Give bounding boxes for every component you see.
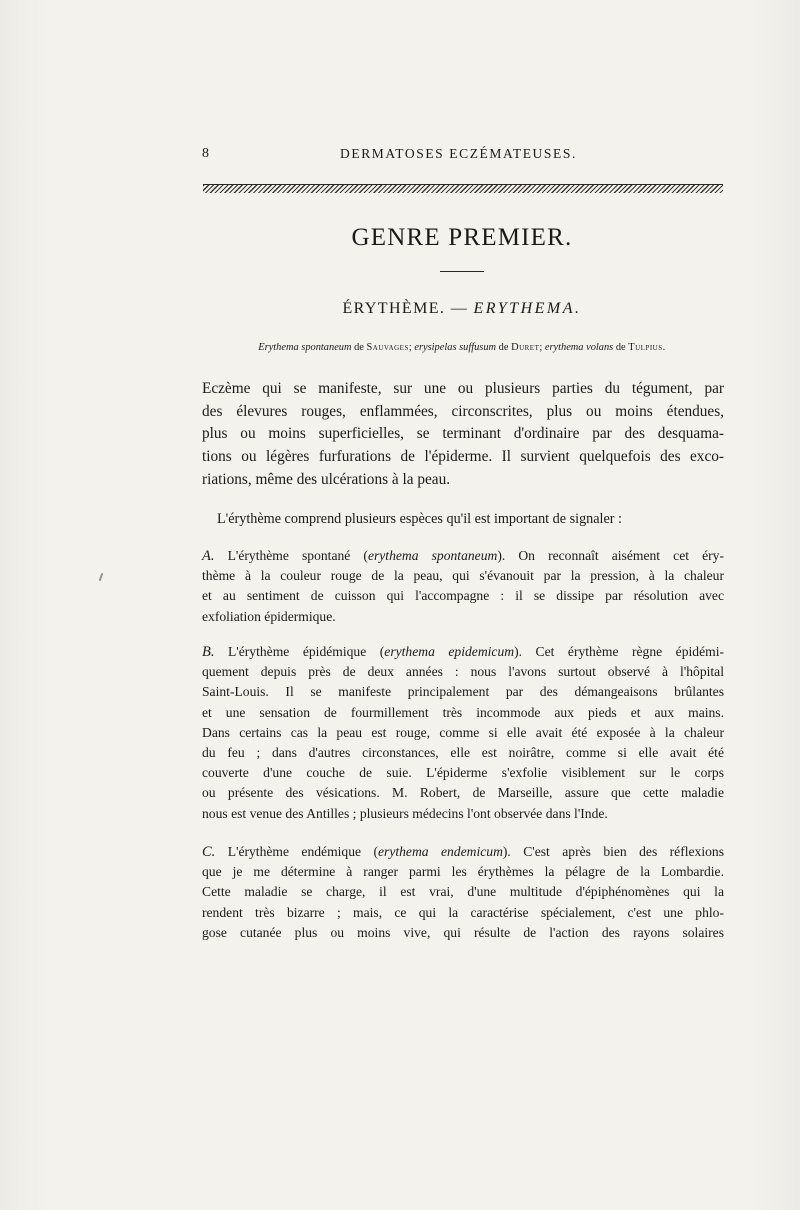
- page-number: 8: [202, 146, 210, 161]
- definition-paragraph: [202, 378, 724, 492]
- synonym-term: Erythema spontaneum: [258, 342, 352, 353]
- title-dash: —: [445, 300, 474, 317]
- page-header: [200, 146, 724, 166]
- text-line: [202, 642, 724, 662]
- species-letter: C.: [202, 844, 216, 860]
- synonym-de: de: [613, 342, 629, 353]
- text-line: couverte d'une couche de suie. L'épiderme s'exfolie visiblement sur le corps: [202, 765, 724, 781]
- text-line: exfoliation épidermique.: [202, 608, 336, 624]
- synonym-term: erysipelas suffusum: [414, 342, 497, 353]
- species-letter: A.: [202, 548, 215, 564]
- text-line: et une sensation de fourmillement très incommode aux pieds et aux mains.: [202, 704, 724, 720]
- intro-paragraph: [202, 509, 724, 529]
- text-line: ou présente des vésications. M. Robert, de Marseille, assure que cette maladie: [202, 785, 724, 801]
- synonym-term: erythema volans: [544, 342, 614, 353]
- text-line: du feu ; dans d'autres circonstances, elle est noirâtre, comme si elle avait été: [202, 745, 724, 761]
- text-fragment: ). On reconnaît aisément cet éry-: [497, 548, 724, 563]
- text-fragment: ). Cet érythème règne épidémi-: [514, 644, 725, 659]
- text-line: Eczème qui se manifeste, sur une ou plusieurs parties du tégument, par: [202, 380, 724, 397]
- text-line: [202, 842, 724, 862]
- text-line: que je me détermine à ranger parmi les érythèmes la pélagre de la Lombardie.: [202, 864, 724, 880]
- decorative-rule: [203, 184, 723, 193]
- text-line: tions ou légères furfurations de l'épiderme. Il survient quelquefois des exco-: [202, 448, 724, 466]
- text-fragment: L'érythème spontané (: [214, 548, 368, 563]
- species-c-paragraph: [202, 842, 724, 943]
- text-fragment: L'érythème épidémique (: [214, 644, 385, 659]
- section-title: [200, 300, 724, 318]
- text-line: Dans certains cas la peau est rouge, comme si elle avait été exposée à la chaleur: [202, 724, 724, 740]
- text-line: Cette maladie se charge, il est vrai, d'une multitude d'épiphénomènes qui la: [202, 884, 724, 900]
- synonym-author: Tulpius.: [628, 342, 666, 353]
- text-line: thème à la couleur rouge de la peau, qui s'évanouit par la pression, à la chaleur: [202, 568, 724, 584]
- text-fragment: L'érythème endémique (: [215, 844, 378, 859]
- species-letter: B.: [202, 644, 215, 660]
- synonym-de: de: [351, 342, 367, 353]
- text-line: nous est venue des Antilles ; plusieurs médecins l'ont observée dans l'Inde.: [202, 805, 608, 821]
- species-a-paragraph: [202, 546, 724, 627]
- synonyms-line: Erythema spontaneum de Sauvages; erysipelas suffusum de Duret; erythema volans de Tulpius.: [258, 342, 666, 353]
- text-fragment: ). C'est après bien des réflexions: [502, 844, 724, 859]
- text-line: [202, 546, 724, 566]
- latin-term: erythema epidemicum: [384, 644, 515, 659]
- text-line: rendent très bizarre ; mais, ce qui la caractérise spécialement, c'est une phlo-: [202, 904, 724, 920]
- text-line: plus ou moins superficielles, se terminant d'ordinaire par des desquama-: [202, 425, 724, 443]
- species-b-paragraph: [202, 642, 724, 824]
- synonym-author: Sauvages: [366, 342, 409, 353]
- synonym-de: de: [496, 342, 512, 353]
- text-line: L'érythème comprend plusieurs espèces qu'il est important de signaler :: [217, 511, 623, 527]
- text-line: gose cutanée plus ou moins vive, qui résulte de l'action des rayons solaires: [202, 924, 724, 940]
- scan-speck: [99, 573, 104, 581]
- text-line: et au sentiment de cuisson qui l'accompagne : il se dissipe par résolution avec: [202, 588, 724, 604]
- text-line: riations, même des ulcérations à la peau.: [202, 470, 451, 488]
- french-name: ÉRYTHÈME.: [342, 300, 446, 317]
- genre-title: GENRE PREMIER.: [351, 224, 573, 251]
- synonym-author: Duret: [511, 342, 540, 353]
- text-line: des élevures rouges, enflammées, circonscrites, plus ou moins étendues,: [202, 402, 724, 420]
- text-line: Saint-Louis. Il se manifeste principalement par des démangeaisons brûlantes: [202, 684, 724, 700]
- latin-term: erythema spontaneum: [367, 548, 498, 563]
- title-underline: [440, 271, 484, 272]
- latin-term: erythema endemicum: [378, 844, 503, 859]
- text-line: quement depuis près de deux années : nous l'avons surtout observé à l'hôpital: [202, 664, 724, 680]
- running-head: DERMATOSES ECZÉMATEUSES.: [340, 146, 577, 161]
- latin-name: ERYTHEMA.: [473, 300, 582, 317]
